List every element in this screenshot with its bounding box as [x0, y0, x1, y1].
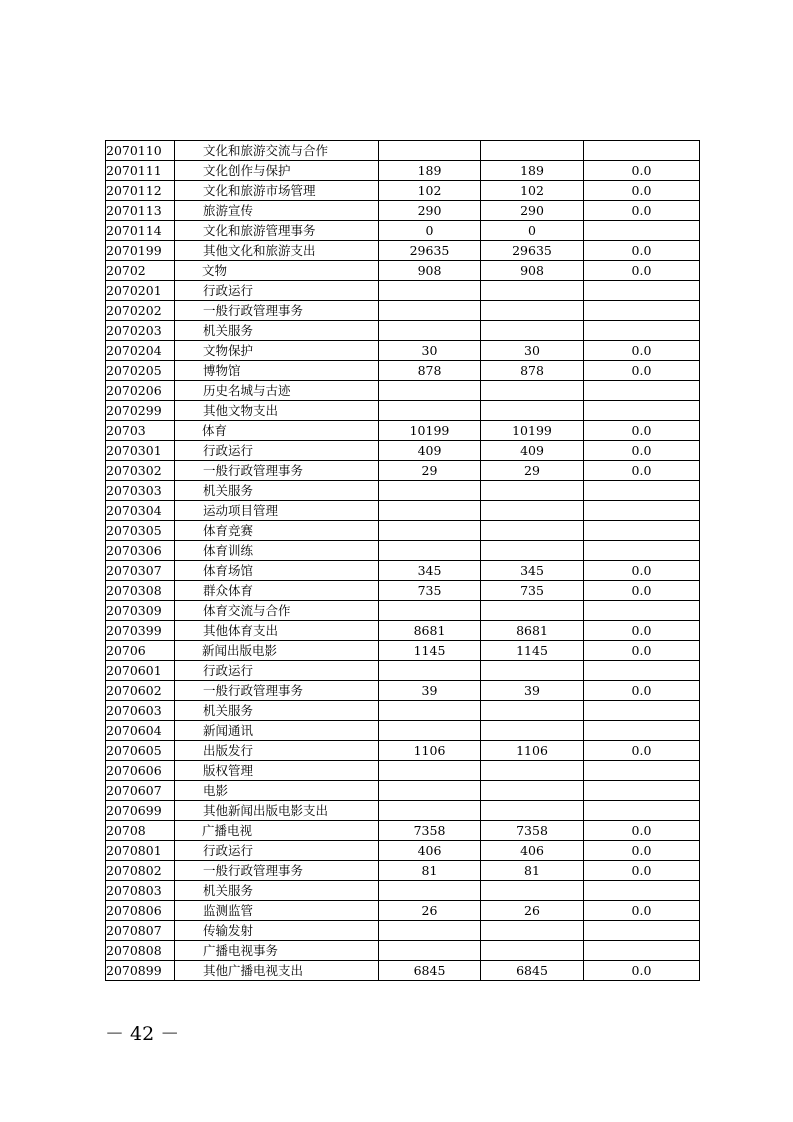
subject-code-cell: 2070803: [106, 881, 175, 901]
value-cell-1: 39: [379, 681, 481, 701]
subject-code-cell: 2070808: [106, 941, 175, 961]
value-cell-2: 0: [481, 221, 584, 241]
subject-code-cell: 2070603: [106, 701, 175, 721]
value-cell-1: 1145: [379, 641, 481, 661]
subject-code-cell: 20708: [106, 821, 175, 841]
subject-name-cell: 历史名城与古迹: [175, 381, 379, 401]
table-row: [106, 361, 700, 381]
table-row: [106, 421, 700, 441]
table-row: [106, 801, 700, 821]
value-cell-2: [481, 301, 584, 321]
value-cell-2: 6845: [481, 961, 584, 981]
subject-code-cell: 2070602: [106, 681, 175, 701]
subject-name-cell: 文物保护: [175, 341, 379, 361]
value-cell-3: [584, 781, 700, 801]
value-cell-1: [379, 941, 481, 961]
table-row: [106, 541, 700, 561]
value-cell-3: [584, 401, 700, 421]
value-cell-3: 0.0: [584, 161, 700, 181]
subject-name-cell: 体育: [175, 421, 379, 441]
value-cell-3: 0.0: [584, 901, 700, 921]
subject-code-cell: 2070801: [106, 841, 175, 861]
table-row: [106, 761, 700, 781]
value-cell-2: 29635: [481, 241, 584, 261]
subject-code-cell: 2070206: [106, 381, 175, 401]
value-cell-3: 0.0: [584, 441, 700, 461]
subject-name-cell: 文化和旅游交流与合作: [175, 141, 379, 161]
value-cell-1: 290: [379, 201, 481, 221]
subject-name-cell: 文物: [175, 261, 379, 281]
value-cell-2: 290: [481, 201, 584, 221]
subject-name-cell: 其他体育支出: [175, 621, 379, 641]
value-cell-1: [379, 481, 481, 501]
value-cell-2: 406: [481, 841, 584, 861]
subject-code-cell: 2070110: [106, 141, 175, 161]
subject-code-cell: 2070299: [106, 401, 175, 421]
table-row: [106, 581, 700, 601]
subject-code-cell: 2070606: [106, 761, 175, 781]
subject-name-cell: 一般行政管理事务: [175, 681, 379, 701]
subject-name-cell: 体育竞赛: [175, 521, 379, 541]
table-row: [106, 221, 700, 241]
value-cell-2: [481, 761, 584, 781]
value-cell-3: 0.0: [584, 461, 700, 481]
subject-name-cell: 监测监管: [175, 901, 379, 921]
subject-code-cell: 2070301: [106, 441, 175, 461]
value-cell-3: 0.0: [584, 821, 700, 841]
table-row: [106, 621, 700, 641]
value-cell-3: 0.0: [584, 181, 700, 201]
value-cell-3: [584, 801, 700, 821]
table-row: [106, 921, 700, 941]
value-cell-2: 1145: [481, 641, 584, 661]
subject-name-cell: 新闻通讯: [175, 721, 379, 741]
subject-name-cell: 一般行政管理事务: [175, 301, 379, 321]
value-cell-1: [379, 801, 481, 821]
subject-name-cell: 群众体育: [175, 581, 379, 601]
table-row: [106, 141, 700, 161]
value-cell-1: [379, 141, 481, 161]
value-cell-2: 189: [481, 161, 584, 181]
value-cell-3: 0.0: [584, 361, 700, 381]
table-row: [106, 901, 700, 921]
subject-code-cell: 2070802: [106, 861, 175, 881]
value-cell-2: [481, 381, 584, 401]
value-cell-3: [584, 941, 700, 961]
subject-code-cell: 2070202: [106, 301, 175, 321]
value-cell-1: [379, 381, 481, 401]
table-row: [106, 781, 700, 801]
value-cell-1: [379, 541, 481, 561]
subject-code-cell: 2070205: [106, 361, 175, 381]
value-cell-3: [584, 521, 700, 541]
subject-code-cell: 20703: [106, 421, 175, 441]
table-row: [106, 401, 700, 421]
value-cell-1: 409: [379, 441, 481, 461]
value-cell-1: 10199: [379, 421, 481, 441]
subject-code-cell: 2070309: [106, 601, 175, 621]
value-cell-2: [481, 601, 584, 621]
value-cell-1: [379, 601, 481, 621]
table-row: [106, 381, 700, 401]
value-cell-3: [584, 761, 700, 781]
subject-name-cell: 版权管理: [175, 761, 379, 781]
value-cell-1: 26: [379, 901, 481, 921]
value-cell-3: 0.0: [584, 961, 700, 981]
value-cell-1: [379, 281, 481, 301]
value-cell-1: 29635: [379, 241, 481, 261]
value-cell-1: 30: [379, 341, 481, 361]
subject-code-cell: 20706: [106, 641, 175, 661]
subject-code-cell: 2070302: [106, 461, 175, 481]
subject-code-cell: 2070203: [106, 321, 175, 341]
subject-code-cell: 20702: [106, 261, 175, 281]
value-cell-3: [584, 881, 700, 901]
value-cell-2: 345: [481, 561, 584, 581]
subject-name-cell: 文化和旅游市场管理: [175, 181, 379, 201]
value-cell-2: 102: [481, 181, 584, 201]
subject-code-cell: 2070806: [106, 901, 175, 921]
subject-name-cell: 其他文物支出: [175, 401, 379, 421]
value-cell-2: [481, 481, 584, 501]
value-cell-3: [584, 501, 700, 521]
value-cell-2: [481, 281, 584, 301]
table-row: [106, 241, 700, 261]
subject-code-cell: 2070199: [106, 241, 175, 261]
table-row: [106, 321, 700, 341]
value-cell-2: [481, 541, 584, 561]
subject-name-cell: 博物馆: [175, 361, 379, 381]
table-row: [106, 481, 700, 501]
value-cell-2: 8681: [481, 621, 584, 641]
value-cell-3: 0.0: [584, 261, 700, 281]
table-row: [106, 181, 700, 201]
value-cell-1: [379, 401, 481, 421]
value-cell-2: [481, 881, 584, 901]
subject-code-cell: 2070308: [106, 581, 175, 601]
table-row: [106, 261, 700, 281]
value-cell-1: 102: [379, 181, 481, 201]
value-cell-2: 10199: [481, 421, 584, 441]
value-cell-2: 29: [481, 461, 584, 481]
value-cell-3: [584, 301, 700, 321]
value-cell-1: 8681: [379, 621, 481, 641]
subject-name-cell: 其他文化和旅游支出: [175, 241, 379, 261]
value-cell-3: 0.0: [584, 201, 700, 221]
value-cell-1: 7358: [379, 821, 481, 841]
value-cell-3: [584, 721, 700, 741]
table-row: [106, 721, 700, 741]
subject-name-cell: 行政运行: [175, 841, 379, 861]
table-row: [106, 941, 700, 961]
value-cell-1: [379, 921, 481, 941]
subject-name-cell: 旅游宣传: [175, 201, 379, 221]
subject-code-cell: 2070899: [106, 961, 175, 981]
value-cell-3: [584, 381, 700, 401]
subject-code-cell: 2070111: [106, 161, 175, 181]
value-cell-3: 0.0: [584, 581, 700, 601]
value-cell-2: [481, 941, 584, 961]
value-cell-3: [584, 921, 700, 941]
value-cell-2: [481, 921, 584, 941]
subject-code-cell: 2070601: [106, 661, 175, 681]
page-number: － 42 －: [105, 1023, 180, 1045]
value-cell-3: 0.0: [584, 741, 700, 761]
value-cell-1: 406: [379, 841, 481, 861]
value-cell-2: 26: [481, 901, 584, 921]
value-cell-2: 409: [481, 441, 584, 461]
value-cell-2: [481, 521, 584, 541]
value-cell-3: [584, 221, 700, 241]
table-row: [106, 201, 700, 221]
value-cell-1: 908: [379, 261, 481, 281]
subject-name-cell: 机关服务: [175, 881, 379, 901]
value-cell-3: 0.0: [584, 241, 700, 261]
value-cell-1: [379, 521, 481, 541]
value-cell-2: 735: [481, 581, 584, 601]
subject-name-cell: 运动项目管理: [175, 501, 379, 521]
subject-code-cell: 2070201: [106, 281, 175, 301]
value-cell-1: [379, 881, 481, 901]
table-row: [106, 701, 700, 721]
table-row: [106, 641, 700, 661]
table-row: [106, 281, 700, 301]
value-cell-2: 908: [481, 261, 584, 281]
table-row: [106, 661, 700, 681]
subject-name-cell: 文化和旅游管理事务: [175, 221, 379, 241]
value-cell-3: [584, 141, 700, 161]
subject-code-cell: 2070112: [106, 181, 175, 201]
subject-name-cell: 机关服务: [175, 321, 379, 341]
value-cell-1: [379, 701, 481, 721]
table-row: [106, 681, 700, 701]
subject-code-cell: 2070306: [106, 541, 175, 561]
value-cell-1: 81: [379, 861, 481, 881]
value-cell-1: 735: [379, 581, 481, 601]
subject-name-cell: 机关服务: [175, 701, 379, 721]
value-cell-2: 81: [481, 861, 584, 881]
value-cell-3: [584, 701, 700, 721]
value-cell-1: 29: [379, 461, 481, 481]
value-cell-3: [584, 601, 700, 621]
value-cell-1: 6845: [379, 961, 481, 981]
subject-name-cell: 广播电视事务: [175, 941, 379, 961]
value-cell-3: 0.0: [584, 841, 700, 861]
table-row: [106, 821, 700, 841]
value-cell-1: [379, 761, 481, 781]
subject-code-cell: 2070607: [106, 781, 175, 801]
value-cell-2: 1106: [481, 741, 584, 761]
subject-name-cell: 电影: [175, 781, 379, 801]
subject-code-cell: 2070307: [106, 561, 175, 581]
subject-code-cell: 2070807: [106, 921, 175, 941]
subject-code-cell: 2070399: [106, 621, 175, 641]
table-row: [106, 601, 700, 621]
table-row: [106, 441, 700, 461]
value-cell-2: [481, 501, 584, 521]
table-row: [106, 501, 700, 521]
value-cell-2: [481, 801, 584, 821]
subject-name-cell: 行政运行: [175, 281, 379, 301]
value-cell-2: 39: [481, 681, 584, 701]
value-cell-1: 1106: [379, 741, 481, 761]
value-cell-2: [481, 141, 584, 161]
value-cell-3: [584, 481, 700, 501]
value-cell-1: 878: [379, 361, 481, 381]
value-cell-2: [481, 781, 584, 801]
value-cell-1: [379, 661, 481, 681]
subject-code-cell: 2070303: [106, 481, 175, 501]
table-row: [106, 341, 700, 361]
subject-code-cell: 2070113: [106, 201, 175, 221]
subject-name-cell: 体育交流与合作: [175, 601, 379, 621]
budget-table: [105, 140, 700, 981]
value-cell-2: 30: [481, 341, 584, 361]
subject-name-cell: 新闻出版电影: [175, 641, 379, 661]
value-cell-3: [584, 321, 700, 341]
subject-code-cell: 2070305: [106, 521, 175, 541]
table-row: [106, 161, 700, 181]
table-row: [106, 861, 700, 881]
table-row: [106, 881, 700, 901]
value-cell-2: [481, 401, 584, 421]
subject-code-cell: 2070605: [106, 741, 175, 761]
subject-name-cell: 其他新闻出版电影支出: [175, 801, 379, 821]
subject-code-cell: 2070604: [106, 721, 175, 741]
value-cell-3: 0.0: [584, 681, 700, 701]
value-cell-3: [584, 281, 700, 301]
subject-name-cell: 机关服务: [175, 481, 379, 501]
value-cell-3: 0.0: [584, 621, 700, 641]
value-cell-3: 0.0: [584, 341, 700, 361]
budget-table-body: [106, 141, 700, 981]
value-cell-2: [481, 701, 584, 721]
table-row: [106, 301, 700, 321]
value-cell-2: [481, 721, 584, 741]
value-cell-2: [481, 321, 584, 341]
value-cell-3: 0.0: [584, 641, 700, 661]
table-row: [106, 561, 700, 581]
subject-name-cell: 广播电视: [175, 821, 379, 841]
subject-name-cell: 体育场馆: [175, 561, 379, 581]
value-cell-1: [379, 781, 481, 801]
table-row: [106, 841, 700, 861]
table-row: [106, 461, 700, 481]
value-cell-3: 0.0: [584, 421, 700, 441]
value-cell-3: 0.0: [584, 861, 700, 881]
subject-name-cell: 体育训练: [175, 541, 379, 561]
value-cell-1: [379, 721, 481, 741]
value-cell-3: [584, 661, 700, 681]
value-cell-1: 0: [379, 221, 481, 241]
subject-code-cell: 2070204: [106, 341, 175, 361]
value-cell-1: [379, 501, 481, 521]
value-cell-2: 878: [481, 361, 584, 381]
value-cell-3: 0.0: [584, 561, 700, 581]
table-row: [106, 961, 700, 981]
subject-name-cell: 传输发射: [175, 921, 379, 941]
value-cell-2: 7358: [481, 821, 584, 841]
value-cell-1: [379, 321, 481, 341]
subject-code-cell: 2070699: [106, 801, 175, 821]
subject-name-cell: 文化创作与保护: [175, 161, 379, 181]
subject-name-cell: 行政运行: [175, 661, 379, 681]
subject-name-cell: 出版发行: [175, 741, 379, 761]
subject-code-cell: 2070304: [106, 501, 175, 521]
subject-name-cell: 一般行政管理事务: [175, 861, 379, 881]
table-row: [106, 741, 700, 761]
subject-code-cell: 2070114: [106, 221, 175, 241]
value-cell-1: 345: [379, 561, 481, 581]
table-row: [106, 521, 700, 541]
value-cell-3: [584, 541, 700, 561]
value-cell-2: [481, 661, 584, 681]
subject-name-cell: 一般行政管理事务: [175, 461, 379, 481]
value-cell-1: [379, 301, 481, 321]
value-cell-1: 189: [379, 161, 481, 181]
subject-name-cell: 行政运行: [175, 441, 379, 461]
subject-name-cell: 其他广播电视支出: [175, 961, 379, 981]
